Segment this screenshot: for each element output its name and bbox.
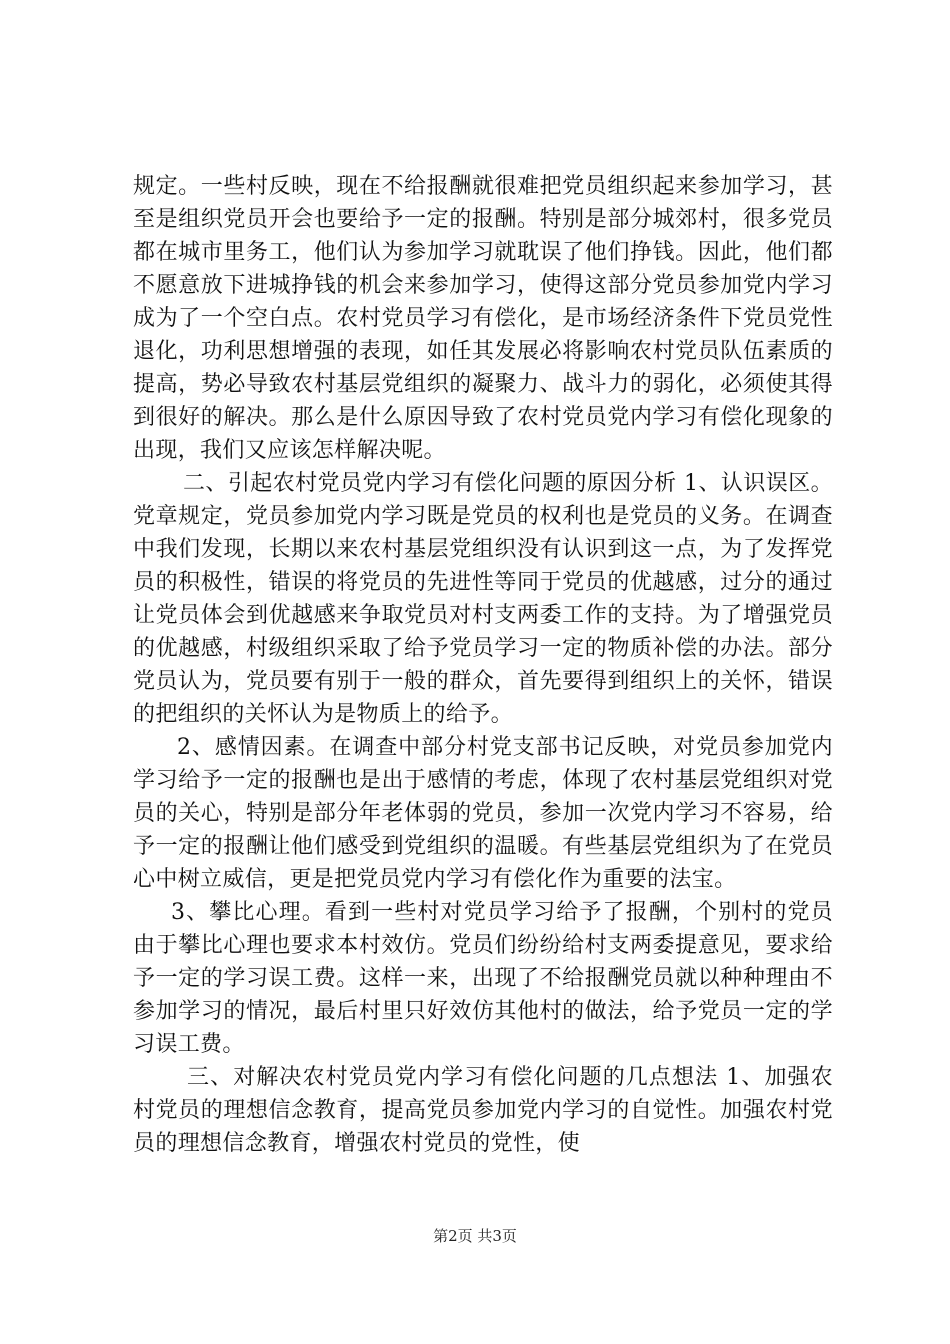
paragraph-section-three: 三、对解决农村党员党内学习有偿化问题的几点想法 1、加强农村党员的理想信念教育，提高党员参加党内学习的自觉性。加强农村党员的理想信念教育，增强农村党员的党性，使	[133, 1065, 833, 1156]
paragraph-emotional-factor: 2、感情因素。在调查中部分村党支部书记反映，对党员参加党内学习给予一定的报酬也是出于感情的考虑，体现了农村基层党组织对党员的关心，特别是部分年老体弱的党员，参加一次党内学习不容易，给予一定的报酬让他们感受到党组织的温暖。有些基层党组织为了在党员心中树立威信，更是把党员党内学习有偿化作为重要的法宝。	[133, 735, 833, 892]
paragraph-section-two: 二、引起农村党员党内学习有偿化问题的原因分析 1、认识误区。党章规定，党员参加党内学习既是党员的权利也是党员的义务。在调查中我们发现，长期以来农村基层党组织没有认识到这一点，为了发挥党员的积极性，错误的将党员的先进性等同于党员的优越感，过分的通过让党员体会到优越感来争取党员对村支两委工作的支持。为了增强党员的优越感，村级组织采取了给予党员学习一定的物质补偿的办法。部分党员认为，党员要有别于一般的群众，首先要得到组织上的关怀，错误的把组织的关怀认为是物质上的给予。	[133, 471, 833, 727]
page-footer: 第2页 共3页	[433, 1227, 517, 1245]
paragraph-continuation: 规定。一些村反映，现在不给报酬就很难把党员组织起来参加学习，甚至是组织党员开会也要给予一定的报酬。特别是部分城郊村，很多党员都在城市里务工，他们认为参加学习就耽误了他们挣钱。因此，他们都不愿意放下进城挣钱的机会来参加学习，使得这部分党员参加党内学习成为了一个空白点。农村党员学习有偿化，是市场经济条件下党员党性退化，功利思想增强的表现，如任其发展必将影响农村党员队伍素质的提高，势必导致农村基层党组织的凝聚力、战斗力的弱化，必须使其得到很好的解决。那么是什么原因导致了农村党员党内学习有偿化现象的出现，我们又应该怎样解决呢。	[133, 174, 833, 463]
document-body	[133, 170, 833, 1160]
paragraph-comparison-mentality: 3、攀比心理。看到一些村对党员学习给予了报酬，个别村的党员由于攀比心理也要求本村效仿。党员们纷纷给村支两委提意见，要求给予一定的学习误工费。这样一来，出现了不给报酬党员就以种种理由不参加学习的情况，最后村里只好效仿其他村的做法，给予党员一定的学习误工费。	[133, 900, 833, 1057]
